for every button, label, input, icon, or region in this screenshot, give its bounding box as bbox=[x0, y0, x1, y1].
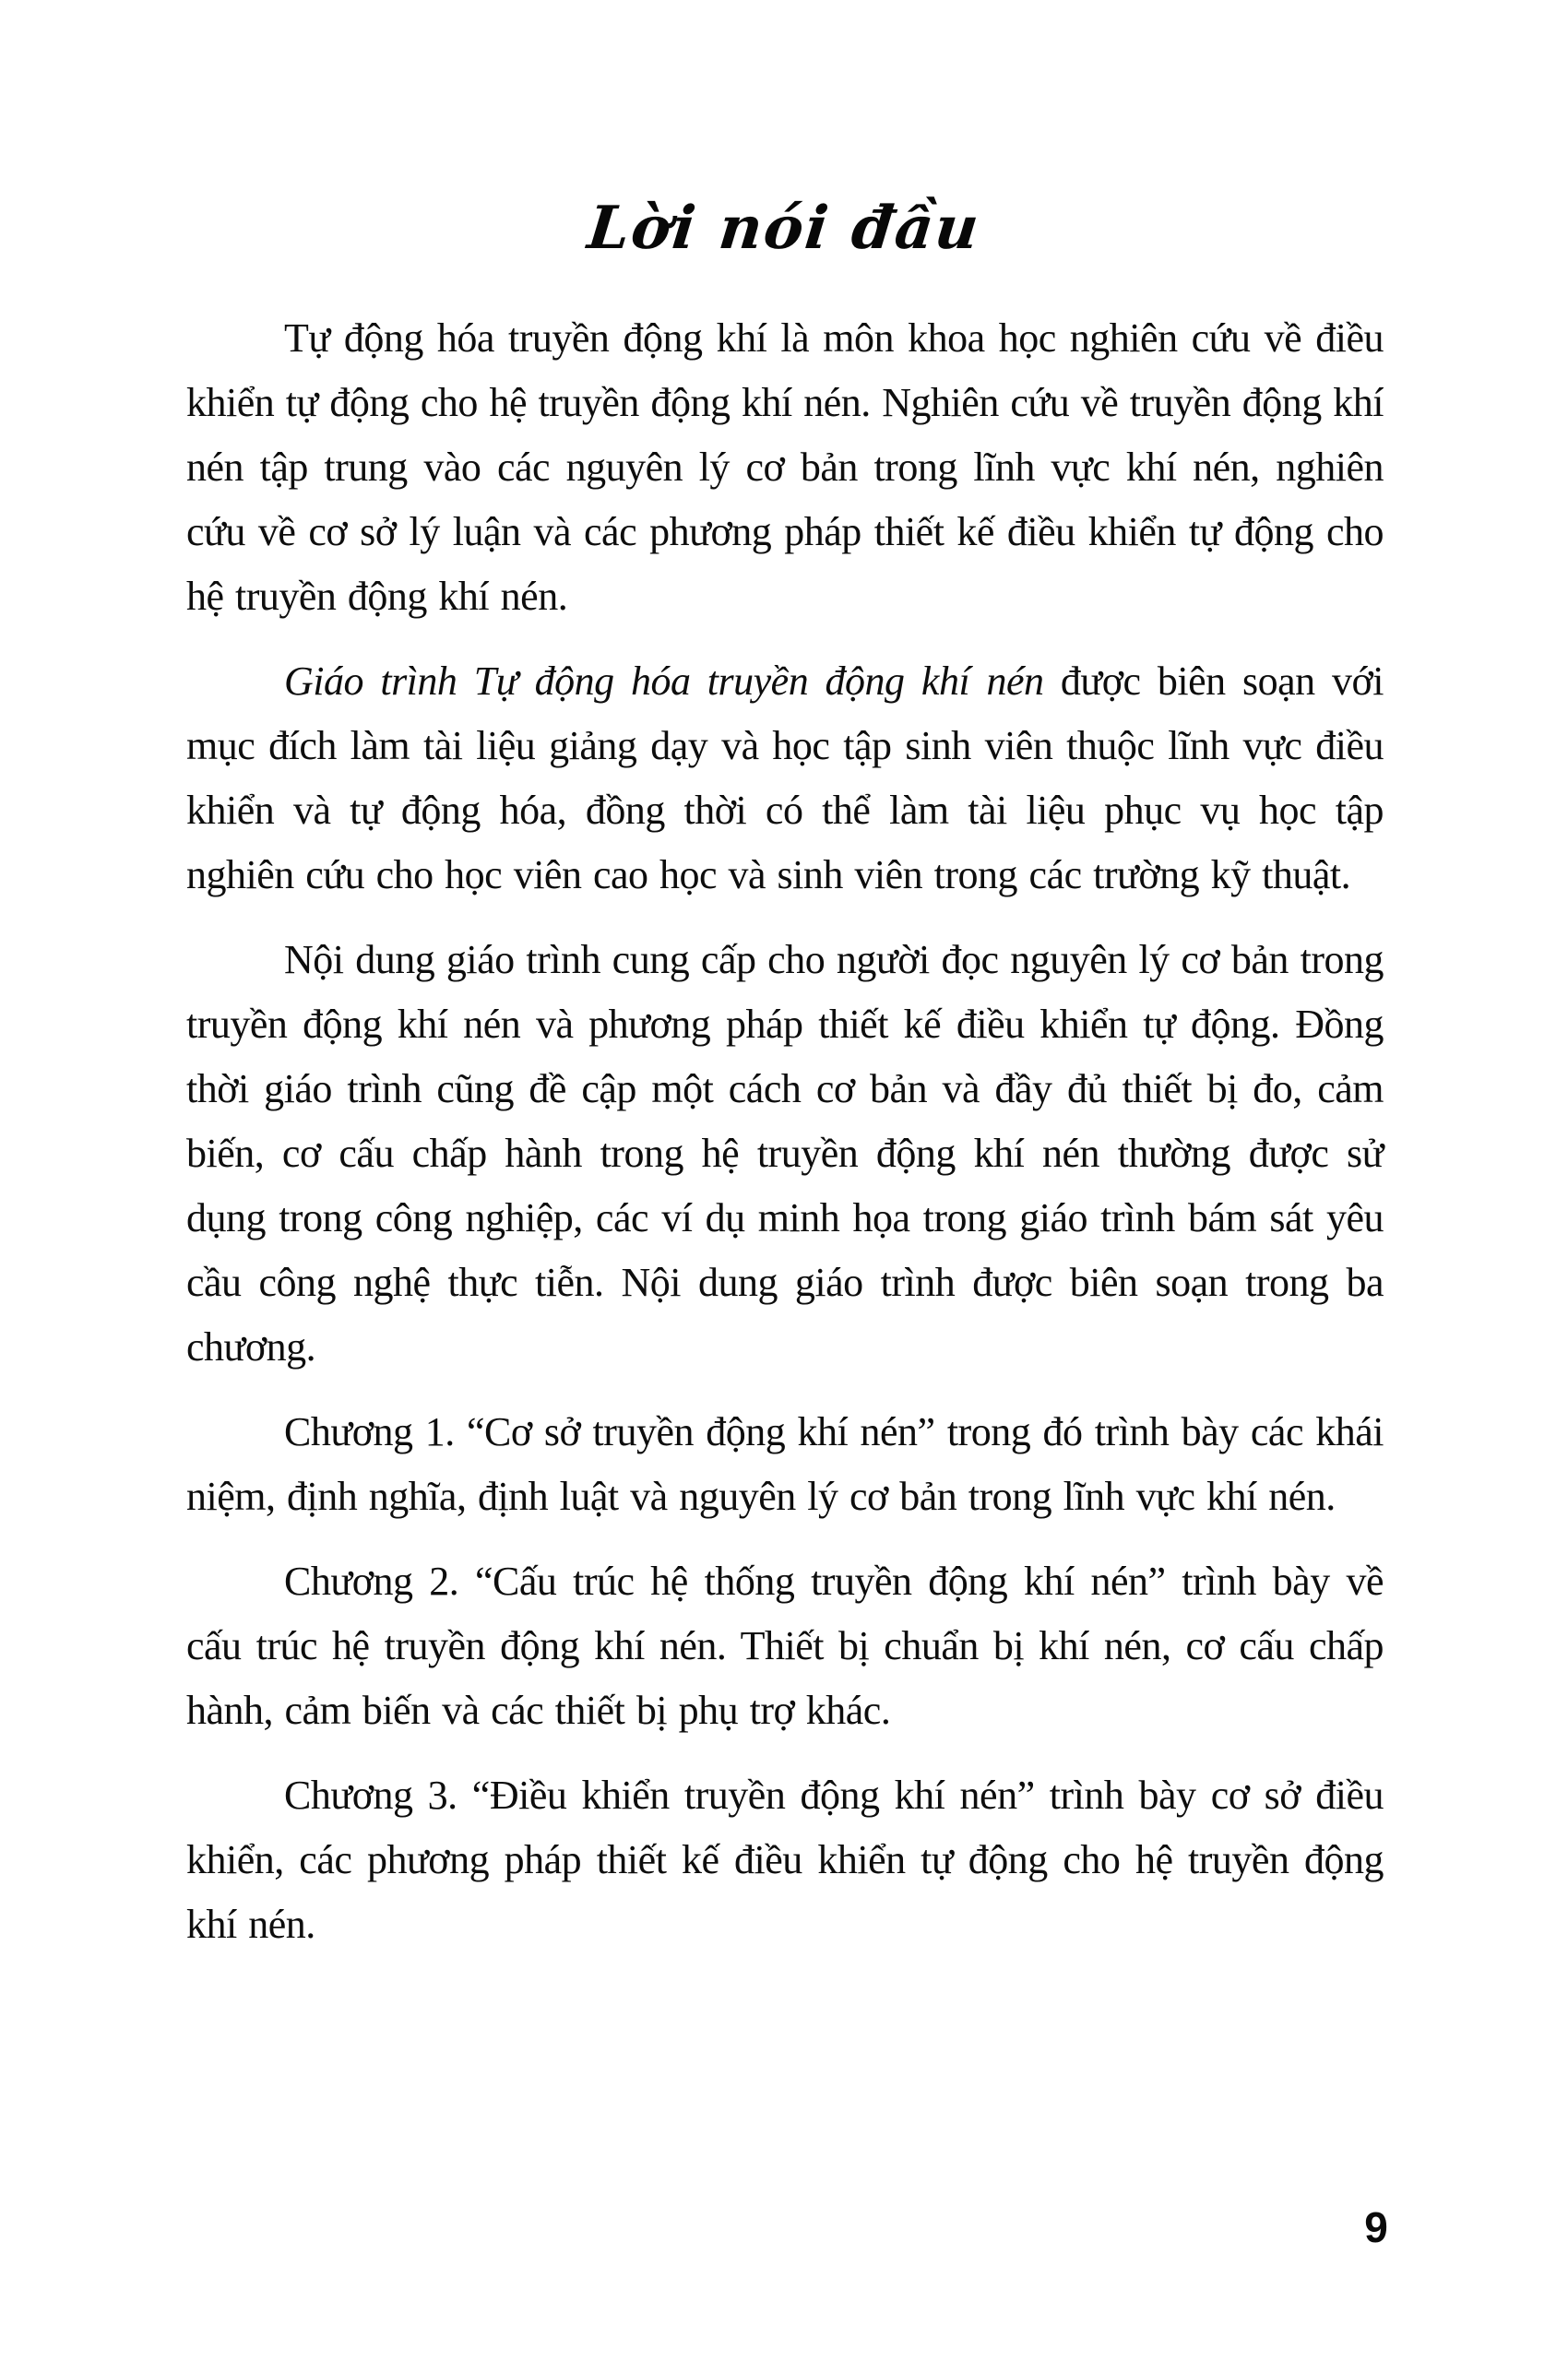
text-run: Nội dung giáo trình cung cấp cho người đọc nguyên lý cơ bản trong truyền động khí nén và phương pháp thiết kế điều khiển tự động. Đồng thời giáo trình cũng đề cập một cách cơ bản và đầy đủ thiết bị đo, cảm biến, cơ cấu chấp hành trong hệ truyền động khí nén thường được sử dụng trong công nghiệp, các ví dụ minh họa trong giáo trình bám sát yêu cầu công nghệ thực tiễn. Nội dung giáo trình được biên soạn trong ba chương. bbox=[186, 937, 1384, 1370]
page-number: 9 bbox=[1364, 2203, 1388, 2251]
paragraph bbox=[186, 928, 1384, 1380]
text-run: được biên soạn với mục đích làm tài liệu giảng dạy và học tập sinh viên thuộc lĩnh vực điều khiển và tự động hóa, đồng thời có thể làm tài liệu phục vụ học tập nghiên cứu cho học viên cao học và sinh viên trong các trường kỹ thuật. bbox=[186, 658, 1384, 897]
paragraph bbox=[186, 1549, 1384, 1743]
text-run: Chương 1. “Cơ sở truyền động khí nén” trong đó trình bày các khái niệm, định nghĩa, định luật và nguyên lý cơ bản trong lĩnh vực khí nén. bbox=[186, 1409, 1384, 1519]
text-run: Chương 3. “Điều khiển truyền động khí nén” trình bày cơ sở điều khiển, các phương pháp thiết kế điều khiển tự động cho hệ truyền động khí nén. bbox=[186, 1773, 1384, 1947]
italic-text-run: Giáo trình Tự động hóa truyền động khí nén bbox=[284, 658, 1044, 704]
paragraph bbox=[186, 1400, 1384, 1529]
paragraph bbox=[186, 1763, 1384, 1957]
text-run: Tự động hóa truyền động khí là môn khoa học nghiên cứu về điều khiển tự động cho hệ truyền động khí nén. Nghiên cứu về truyền động khí nén tập trung vào các nguyên lý cơ bản trong lĩnh vực khí nén, nghiên cứu về cơ sở lý luận và các phương pháp thiết kế điều khiển tự động cho hệ truyền động khí nén. bbox=[186, 315, 1384, 619]
paragraph bbox=[186, 306, 1384, 629]
preface-body bbox=[186, 306, 1384, 1977]
text-run: Chương 2. “Cấu trúc hệ thống truyền động khí nén” trình bày về cấu trúc hệ truyền động khí nén. Thiết bị chuẩn bị khí nén, cơ cấu chấp hành, cảm biến và các thiết bị phụ trợ khác. bbox=[186, 1559, 1384, 1733]
page-title: Lời nói đầu bbox=[584, 194, 984, 263]
paragraph bbox=[186, 649, 1384, 908]
